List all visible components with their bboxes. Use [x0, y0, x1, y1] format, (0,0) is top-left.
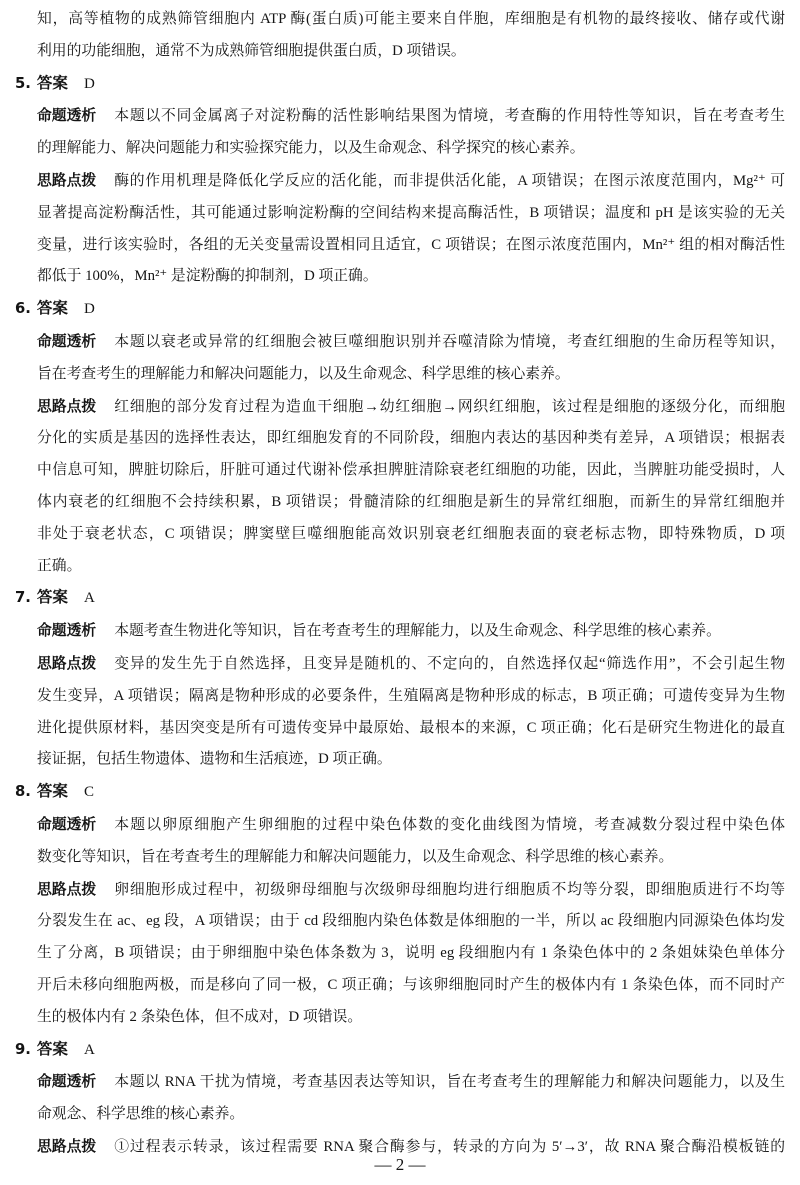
hint-label: 思路点拨 [37, 654, 97, 672]
hint-label: 思路点拨 [37, 1137, 97, 1155]
analysis-label: 命题透析 [37, 622, 97, 640]
analysis-text-line: 的理解能力、解决问题能力和实验探究能力，以及生命观念、科学探究的核心素养。 [37, 140, 585, 157]
question-number: 9. [15, 1040, 31, 1058]
hint-text: 变异的发生先于自然选择，且变异是随机的、不定向的，自然选择仅起“筛选作用”，不会引起生物 [114, 655, 785, 672]
answer-heading [15, 68, 785, 101]
hint-text-line: 正确。 [37, 557, 82, 574]
hint-text-line: 发生变异，A 项错误；隔离是物种形成的必要条件，生殖隔离是物种形成的标志，B 项正确；可遗传变异为生物 [37, 687, 785, 704]
analysis-text: 本题考查生物进化等知识，旨在考查考生的理解能力，以及生命观念、科学思维的核心素养。 [114, 623, 721, 640]
question-number: 7. [15, 589, 31, 607]
answer-label: 答案 [36, 299, 68, 318]
analysis-label: 命题透析 [37, 332, 97, 350]
page-number: — 2 — [374, 1155, 426, 1174]
text-line: 利用的功能细胞，通常不为成熟筛管细胞提供蛋白质，D 项错误。 [37, 42, 466, 59]
answer-value: A [83, 1041, 95, 1058]
hint-text-line: 体内衰老的红细胞不会持续积累，B 项错误；骨髓清除的红细胞是新生的异常红细胞，而新生的异常红细胞并 [37, 493, 785, 510]
text-line: 知，高等植物的成熟筛管细胞内 ATP 酶(蛋白质)可能主要来自伴胞，库细胞是有机物的最终接收、储存或代谢 [37, 11, 785, 27]
question-number: 6. [15, 300, 31, 318]
analysis-text-line: 数变化等知识，旨在考查考生的理解能力和解决问题能力，以及生命观念、科学思维的核心素养。 [37, 848, 674, 865]
analysis-text: 本题以不同金属离子对淀粉酶的活性影响结果图为情境，考查酶的作用特性等知识，旨在考查考生 [114, 108, 785, 125]
question-number: 8. [15, 783, 31, 801]
question-7 [15, 582, 785, 776]
hint-text: 卵细胞形成过程中，初级卵母细胞与次级卵母细胞均进行细胞质不均等分裂，即细胞质进行不均等 [114, 881, 785, 898]
analysis-line [37, 100, 785, 133]
hint-label: 思路点拨 [37, 171, 97, 189]
analysis-text: 本题以衰老或异常的红细胞会被巨噬细胞识别并吞噬清除为情境，考查红细胞的生命历程等知识， [114, 333, 785, 350]
question-number: 5. [15, 74, 31, 92]
hint-text-line: 变量，进行该实验时，各组的无关变量需设置相同且适宜，C 项错误；在图示浓度范围内，Mn²⁺ 组的相对酶活性 [37, 236, 785, 253]
hint-text-line: 进化提供原材料，基因突变是所有可遗传变异中最原始、最根本的来源，C 项正确；化石是研究生物进化的最直 [37, 719, 785, 736]
answer-heading [15, 1034, 785, 1067]
hint-label: 思路点拨 [37, 880, 97, 898]
hint-text-line: 接证据，包括生物遗体、遗物和生活痕迹，D 项正确。 [37, 751, 392, 768]
hint-text-line: 中信息可知，脾脏切除后，肝脏可通过代谢补偿承担脾脏清除衰老红细胞的功能，因此，当脾脏功能受损时，人 [37, 462, 785, 479]
hint-line [37, 391, 785, 424]
hint-line [37, 648, 785, 681]
hint-line [37, 874, 785, 907]
analysis-text-line: 命观念、科学思维的核心素养。 [37, 1106, 245, 1123]
hint-line [37, 165, 785, 198]
hint-text-line: 分化的实质是基因的选择性表达，即红细胞发育的不同阶段，细胞内表达的基因种类有差异，A 项错误；根据表 [37, 430, 785, 447]
answer-value: C [83, 784, 94, 801]
hint-text-line: 分裂发生在 ac、eg 段，A 项错误；由于 cd 段细胞内染色体数是体细胞的一半，所以 ac 段细胞内同源染色体均发 [37, 913, 785, 930]
hint-text-line: 生的极体内有 2 条染色体，但不成对，D 项错误。 [37, 1008, 363, 1025]
answer-label: 答案 [36, 588, 68, 607]
hint-text-line: 非处于衰老状态，C 项错误；脾窦壁巨噬细胞能高效识别衰老红细胞表面的衰老标志物，即特殊物质，D 项 [37, 525, 785, 542]
question-8 [15, 776, 785, 1033]
answer-key-content [15, 4, 785, 1164]
answer-heading [15, 582, 785, 615]
question-6 [15, 293, 785, 582]
analysis-line [37, 615, 785, 648]
answer-label: 答案 [36, 73, 68, 92]
hint-text-line: 生了分离，B 项错误；由于卵细胞中染色体条数为 3，说明 eg 段细胞内有 1 条染色体中的 2 条姐妹染色单体分 [37, 945, 785, 962]
hint-text-line: 都低于 100%，Mn²⁺ 是淀粉酶的抑制剂，D 项正确。 [37, 268, 378, 285]
analysis-line [37, 1066, 785, 1099]
question-5 [15, 68, 785, 294]
analysis-line [37, 809, 785, 842]
hint-text: ①过程表示转录，该过程需要 RNA 聚合酶参与，转录的方向为 5′→3′，故 RNA 聚合酶沿模板链的 [114, 1138, 785, 1155]
analysis-label: 命题透析 [37, 815, 97, 833]
answer-value: D [83, 301, 95, 318]
answer-value: A [83, 590, 95, 607]
hint-label: 思路点拨 [37, 397, 97, 415]
answer-value: D [83, 75, 95, 92]
continuation-paragraph [37, 4, 785, 68]
answer-label: 答案 [36, 782, 68, 801]
hint-text-line: 显著提高淀粉酶活性，其可能通过影响淀粉酶的空间结构来提高酶活性，B 项错误；温度和 pH 是该实验的无关 [37, 204, 785, 221]
analysis-text: 本题以卵原细胞产生卵细胞的过程中染色体数的变化曲线图为情境，考查减数分裂过程中染色体 [114, 816, 785, 833]
analysis-line [37, 326, 785, 359]
hint-text-line: 开后未移向细胞两极，而是移向了同一极，C 项正确；与该卵细胞同时产生的极体内有 1 条染色体，而不同时产 [37, 976, 785, 993]
question-9 [15, 1034, 785, 1164]
analysis-label: 命题透析 [37, 107, 97, 125]
answer-label: 答案 [36, 1039, 68, 1058]
answer-heading [15, 776, 785, 809]
answer-heading [15, 293, 785, 326]
hint-text: 酶的作用机理是降低化学反应的活化能，而非提供活化能，A 项错误；在图示浓度范围内，Mg²⁺ 可 [114, 172, 785, 189]
analysis-text: 本题以 RNA 干扰为情境，考查基因表达等知识，旨在考查考生的理解能力和解决问题能力，以及生 [114, 1074, 785, 1091]
analysis-label: 命题透析 [37, 1073, 97, 1091]
analysis-text-line: 旨在考查考生的理解能力和解决问题能力，以及生命观念、科学思维的核心素养。 [37, 365, 570, 382]
hint-text: 红细胞的部分发育过程为造血干细胞→幼红细胞→网织红细胞，该过程是细胞的逐级分化，而细胞 [114, 398, 785, 415]
